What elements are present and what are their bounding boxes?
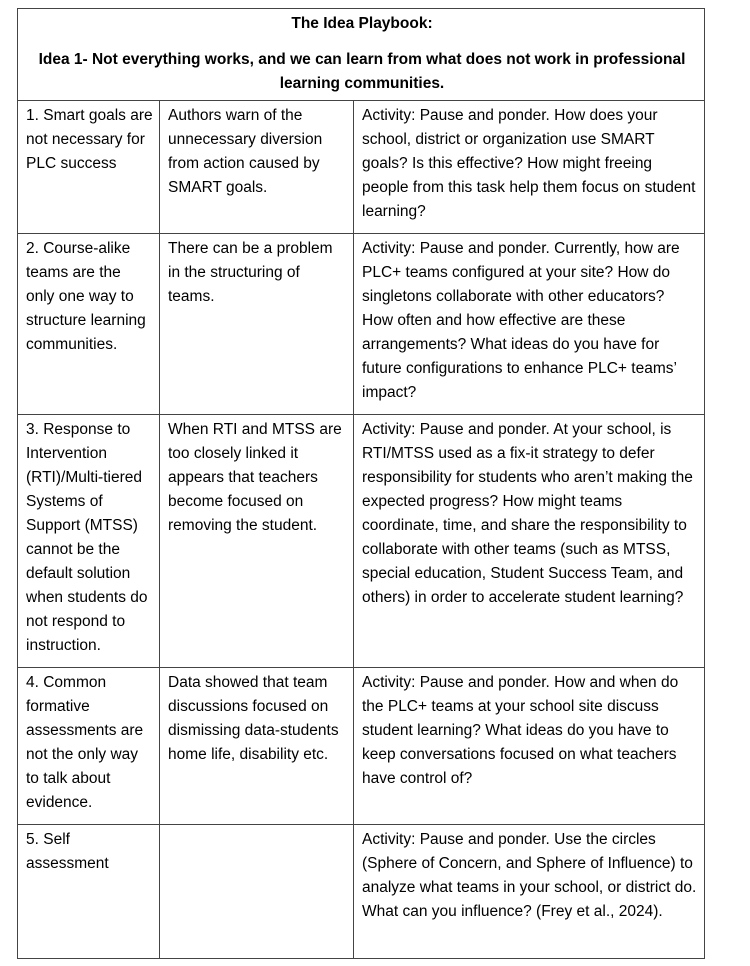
activity-cell: Activity: Pause and ponder. How and when do the PLC+ teams at your school site discuss student learning? What ideas do you have to keep conversations focused on what teachers have control of?	[354, 668, 705, 825]
note-cell: There can be a problem in the structuring of teams.	[160, 234, 354, 415]
document-title: The Idea Playbook:	[291, 15, 433, 32]
idea-cell: 4. Common formative assessments are not the only way to talk about evidence.	[18, 668, 160, 825]
note-cell: Authors warn of the unnecessary diversion from action caused by SMART goals.	[160, 101, 354, 234]
note-cell: Data showed that team discussions focused on dismissing data-students home life, disability etc.	[160, 668, 354, 825]
note-cell: When RTI and MTSS are too closely linked it appears that teachers become focused on removing the student.	[160, 415, 354, 668]
activity-cell: Activity: Pause and ponder. Use the circles (Sphere of Concern, and Sphere of Influence) to analyze what teams in your school, or district do. What can you influence? (Frey et al., 2024).	[354, 825, 705, 959]
table-row	[18, 415, 705, 668]
title-row	[18, 9, 705, 101]
idea-cell: 3. Response to Intervention (RTI)/Multi-tiered Systems of Support (MTSS) cannot be the default solution when students do not respond to instruction.	[18, 415, 160, 668]
idea-heading: Idea 1- Not everything works, and we can learn from what does not work in professional learning communities.	[38, 51, 686, 92]
table-row	[18, 668, 705, 825]
idea-playbook-table	[17, 8, 705, 959]
activity-cell: Activity: Pause and ponder. How does your school, district or organization use SMART goals? Is this effective? How might freeing people from this task help them focus on student learning?	[354, 101, 705, 234]
idea-cell: 5. Self assessment	[18, 825, 160, 959]
table-row	[18, 825, 705, 959]
table-row	[18, 234, 705, 415]
idea-cell: 2. Course-alike teams are the only one way to structure learning communities.	[18, 234, 160, 415]
table-row	[18, 101, 705, 234]
note-cell	[160, 825, 354, 959]
title-cell	[18, 9, 705, 101]
idea-cell: 1. Smart goals are not necessary for PLC success	[18, 101, 160, 234]
activity-cell: Activity: Pause and ponder. At your school, is RTI/MTSS used as a fix-it strategy to defer responsibility for students who aren’t making the expected progress? How might teams coordinate, time, and share the responsibility to collaborate with other teams (such as MTSS, special education, Student Success Team, and others) in order to accelerate student learning?	[354, 415, 705, 668]
activity-cell: Activity: Pause and ponder. Currently, how are PLC+ teams configured at your site? How do singletons collaborate with other educators? How often and how effective are these arrangements? What ideas do you have for future configurations to enhance PLC+ teams’ impact?	[354, 234, 705, 415]
